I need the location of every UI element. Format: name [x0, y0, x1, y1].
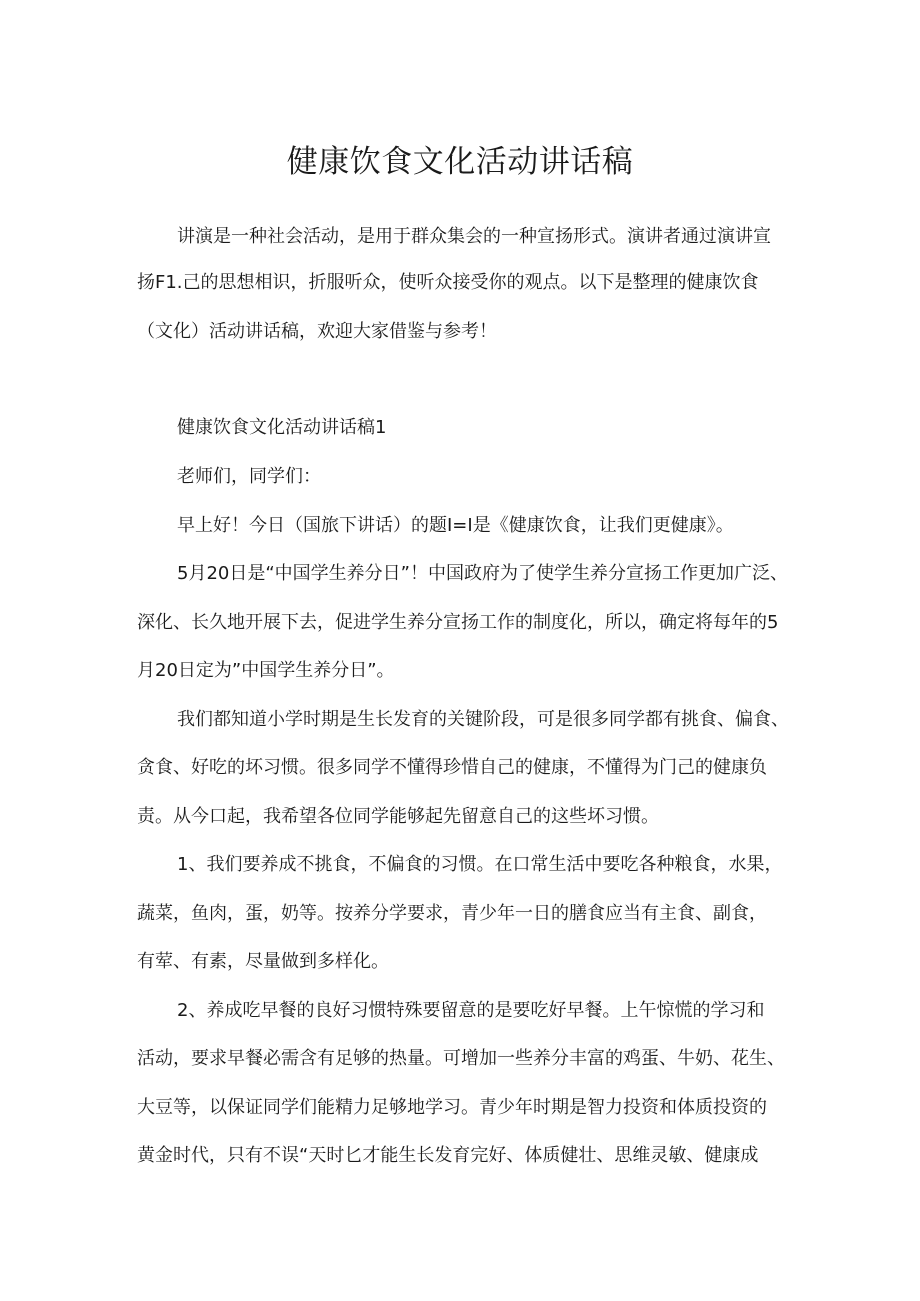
- paragraph-line: 扬F1.己的思想相识，折服听众，使听众接受你的观点。以下是整理的健康饮食: [137, 272, 759, 293]
- paragraph-line: 责。从今口起，我希望各位同学能够起先留意自己的这些坏习惯。: [137, 806, 659, 827]
- paragraph-line: 活动，要求早餐必需含有足够的热量。可增加一些养分丰富的鸡蛋、牛奶、花生、: [137, 1048, 785, 1069]
- salutation: 老师们，同学们：: [177, 466, 321, 487]
- paragraph-line: 讲演是一种社会活动，是用于群众集会的一种宣扬形式。演讲者通过演讲宣: [177, 226, 771, 247]
- paragraph-line: 5月20日是“中国学生养分日”！中国政府为了使学生养分宣扬工作更加广泛、: [177, 563, 789, 584]
- paragraph-line: 深化、长久地开展下去，促进学生养分宣扬工作的制度化，所以，确定将每年的5: [137, 612, 779, 633]
- paragraph-line: 1、我们要养成不挑食，不偏食的习惯。在口常生活中要吃各种粮食，水果，: [177, 854, 783, 875]
- paragraph-line: 大豆等，以保证同学们能精力足够地学习。青少年时期是智力投资和体质投资的: [137, 1097, 767, 1118]
- paragraph-line: 黄金时代，只有不误“天时匕才能生长发育完好、体质健壮、思维灵敏、健康成: [137, 1145, 759, 1166]
- paragraph-line: 有荤、有素，尽量做到多样化。: [137, 951, 389, 972]
- section-heading: 健康饮食文化活动讲话稿1: [177, 417, 387, 438]
- paragraph-line: 贪食、好吃的坏习惯。很多同学不懂得珍惜自己的健康，不懂得为门己的健康负: [137, 757, 767, 778]
- paragraph-line: （文化）活动讲话稿，欢迎大家借鉴与参考！: [137, 321, 497, 342]
- paragraph-line: 月20日定为”中国学生养分日”。: [137, 660, 395, 681]
- paragraph-line: 我们都知道小学时期是生长发育的关键阶段，可是很多同学都有挑食、偏食、: [177, 709, 789, 730]
- paragraph-line: 早上好！今日（国旅下讲话）的题I=I是《健康饮食，让我们更健康》。: [177, 515, 734, 536]
- paragraph-line: 2、养成吃早餐的良好习惯特殊要留意的是要吃好早餐。上午惊慌的学习和: [177, 1000, 765, 1021]
- document-title: 健康饮食文化活动讲话稿: [286, 144, 634, 180]
- paragraph-line: 蔬菜，鱼肉，蛋，奶等。按养分学要求，青少年一日的膳食应当有主食、副食，: [137, 903, 767, 924]
